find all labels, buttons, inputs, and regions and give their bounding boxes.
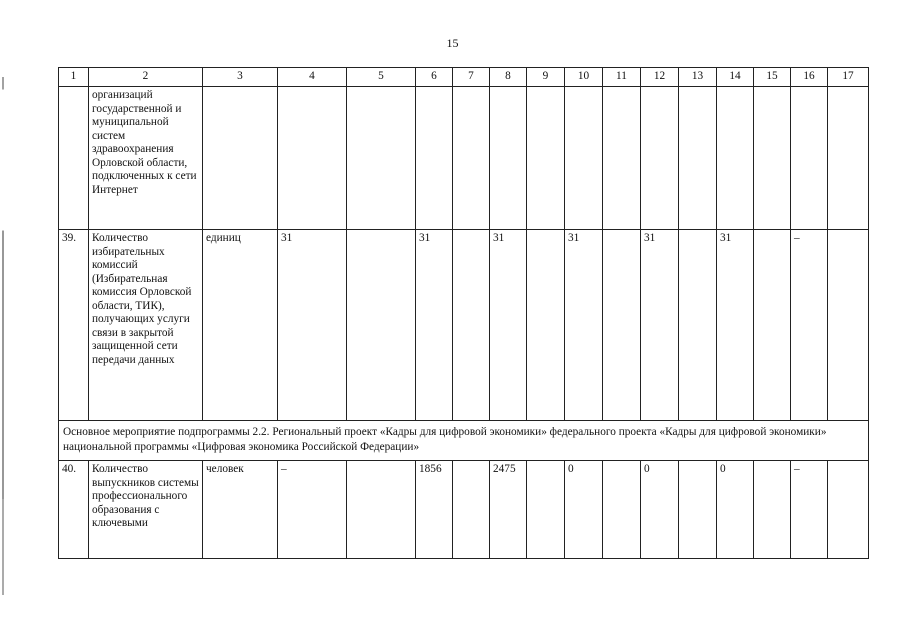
indicators-table xyxy=(58,67,869,559)
row-number xyxy=(59,87,89,230)
value-cell xyxy=(527,87,565,230)
col-header: 4 xyxy=(278,68,347,87)
col-header: 16 xyxy=(791,68,828,87)
col-header: 12 xyxy=(641,68,679,87)
value-cell xyxy=(490,87,527,230)
value-cell xyxy=(453,230,490,421)
value-cell xyxy=(679,87,717,230)
value-cell: 2475 xyxy=(490,461,527,559)
col-header: 9 xyxy=(527,68,565,87)
value-cell xyxy=(679,230,717,421)
table-row xyxy=(59,87,869,230)
unit: человек xyxy=(203,461,278,559)
indicator-name: Количество избирательных комиссий (Избирательная комиссия Орловской области, ТИК), получающих услуги связи в закрытой защищенной сети передачи данных xyxy=(89,230,203,421)
value-cell xyxy=(791,87,828,230)
row-number: 40. xyxy=(59,461,89,559)
value-cell xyxy=(527,230,565,421)
section-row xyxy=(59,421,869,461)
col-header: 13 xyxy=(679,68,717,87)
value-cell: 0 xyxy=(717,461,754,559)
col-header: 7 xyxy=(453,68,490,87)
unit: единиц xyxy=(203,230,278,421)
value-cell xyxy=(453,87,490,230)
value-cell xyxy=(641,87,679,230)
col-header: 10 xyxy=(565,68,603,87)
value-cell: – xyxy=(278,461,347,559)
value-cell xyxy=(347,230,416,421)
unit xyxy=(203,87,278,230)
col-header: 2 xyxy=(89,68,203,87)
value-cell: 31 xyxy=(565,230,603,421)
col-header: 17 xyxy=(828,68,869,87)
indicator-name: Количество выпускников системы профессионального образования с ключевыми xyxy=(89,461,203,559)
value-cell xyxy=(754,461,791,559)
value-cell: 31 xyxy=(641,230,679,421)
value-cell xyxy=(717,87,754,230)
value-cell xyxy=(278,87,347,230)
col-header: 3 xyxy=(203,68,278,87)
value-cell xyxy=(416,87,453,230)
value-cell xyxy=(679,461,717,559)
column-numbers-row xyxy=(59,68,869,87)
value-cell xyxy=(828,461,869,559)
value-cell xyxy=(347,461,416,559)
value-cell xyxy=(603,461,641,559)
value-cell xyxy=(754,230,791,421)
value-cell: 31 xyxy=(278,230,347,421)
value-cell xyxy=(828,230,869,421)
page-number: 15 xyxy=(446,36,459,50)
value-cell xyxy=(603,230,641,421)
value-cell xyxy=(603,87,641,230)
value-cell xyxy=(527,461,565,559)
value-cell xyxy=(828,87,869,230)
section-title: Основное мероприятие подпрограммы 2.2. Региональный проект «Кадры для цифровой экономики» федерального проекта «Кадры для цифровой экономики» национальной программы «Цифровая экономика Российской Федерации» xyxy=(59,421,869,461)
value-cell: 0 xyxy=(641,461,679,559)
col-header: 1 xyxy=(59,68,89,87)
value-cell: – xyxy=(791,461,828,559)
row-number: 39. xyxy=(59,230,89,421)
col-header: 11 xyxy=(603,68,641,87)
value-cell: – xyxy=(791,230,828,421)
value-cell: 0 xyxy=(565,461,603,559)
value-cell: 1856 xyxy=(416,461,453,559)
value-cell: 31 xyxy=(717,230,754,421)
value-cell xyxy=(453,461,490,559)
col-header: 14 xyxy=(717,68,754,87)
value-cell: 31 xyxy=(416,230,453,421)
scan-edge-mark xyxy=(2,0,4,640)
indicator-name: организаций государственной и муниципальной систем здравоохранения Орловской области, подключенных к сети Интернет xyxy=(89,87,203,230)
table-row xyxy=(59,461,869,559)
table-row xyxy=(59,230,869,421)
value-cell xyxy=(565,87,603,230)
col-header: 5 xyxy=(347,68,416,87)
value-cell: 31 xyxy=(490,230,527,421)
value-cell xyxy=(754,87,791,230)
col-header: 6 xyxy=(416,68,453,87)
col-header: 15 xyxy=(754,68,791,87)
col-header: 8 xyxy=(490,68,527,87)
value-cell xyxy=(347,87,416,230)
